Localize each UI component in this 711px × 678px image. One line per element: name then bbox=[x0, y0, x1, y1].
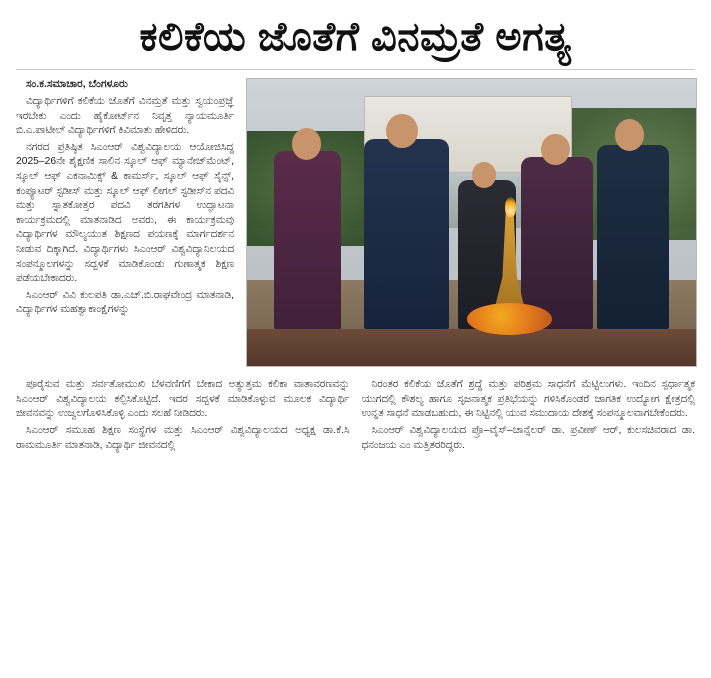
photo-person bbox=[274, 151, 341, 329]
page-title: ಕಲಿಕೆಯ ಜೊತೆಗೆ ವಿನಮ್ರತೆ ಅಗತ್ಯ bbox=[139, 15, 572, 59]
photo-person bbox=[521, 157, 593, 329]
flame-icon bbox=[505, 197, 516, 217]
paragraph: ಸಿಎಂಆರ್ ವಿಶ್ವವಿದ್ಯಾಲಯದ ಪ್ರೊ–ವೈಸ್–ಚಾನ್ಸೆಲರ್ ಡಾ. ಪ್ರವೀಣ್ ಆರ್, ಕುಲಸಚಿವರಾದ ಡಾ. ಧನಂಜಯ ಎಂ ಮತ್ತಿತರರಿದ್ದರು. bbox=[361, 425, 695, 451]
article-column-3 bbox=[362, 378, 696, 678]
article-bottom-zone bbox=[16, 378, 695, 678]
article-top-zone bbox=[16, 78, 695, 368]
photo-person-head bbox=[292, 128, 321, 160]
paragraph: ಪೂರೈಸುವ ಮತ್ತು ಸರ್ವತೋಮುಖಿ ಬೆಳವಣಿಗೆಗೆ ಬೇಕಾದ ಅತ್ಯುತ್ತಮ ಕಲಿಕಾ ವಾತಾವರಣವನ್ನು ಸಿಎಂಆರ್ ವಿಶ್ವವಿದ್ಯಾಲಯ ಕಲ್ಪಿಸಿಕೊಟ್ಟಿದೆ. ಇದರ ಸದ್ಬಳಕೆ ಮಾಡಿಕೊಳ್ಳುವ ಮೂಲಕ ವಿದ್ಯಾರ್ಥಿ ಜೀವನವನ್ನು ಉಜ್ವಲಗೊಳಿಸಿಕೊಳ್ಳಿ ಎಂದು ಸಲಹೆ ನೀಡಿದರು. bbox=[16, 379, 350, 420]
photo-person-head bbox=[386, 114, 417, 148]
photo-person bbox=[597, 145, 669, 329]
paragraph: ನಗರದ ಪ್ರತಿಷ್ಠಿತ ಸಿಎಂಆರ್ ವಿಶ್ವವಿದ್ಯಾಲಯ ಆಯೋಜಿಸಿದ್ದ 2025–26ನೇ ಶೈಕ್ಷಣಿಕ ಸಾಲಿನ ಸ್ಕೂಲ್ ಆಫ್ ಮ್ಯಾನೇಜ್‌ಮೆಂಟ್, ಸ್ಕೂಲ್ ಆಫ್ ಎಕನಾಮಿಕ್ಸ್ & ಕಾಮರ್ಸ್, ಸ್ಕೂಲ್ ಆಫ್ ಸೈನ್ಸ್, ಕಂಪ್ಯೂಟರ್ ಸ್ಟಡೀಸ್ ಮತ್ತು ಸ್ಕೂಲ್ ಆಫ್ ಲೀಗಲ್ ಸ್ಟಡೀಸ್‌ನ ಪದವಿ ಮತ್ತು ಸ್ನಾತಕೋತ್ತರ ಪದವಿ ತರಗತಿಗಳ ಉದ್ಘಾಟನಾ ಕಾರ್ಯಕ್ರಮದಲ್ಲಿ ಮಾತನಾಡಿದ ಅವರು, ಈ ಕಾರ್ಯಕ್ರಮವು ವಿದ್ಯಾರ್ಥಿಗಳ ಮೌಲ್ಯಯುತ ಶಿಕ್ಷಣದ ಪಯಣಕ್ಕೆ ಮಾರ್ಗದರ್ಶನ ನೀಡುವ ದಿಕ್ಕಾಗಿದೆ. ವಿದ್ಯಾರ್ಥಿಗಳು ಸಿಎಂಆರ್ ವಿಶ್ವವಿದ್ಯಾನಿಲಯದ ಸಂಪನ್ಮೂಲಗಳನ್ನು ಸದ್ಬಳಕೆ ಮಾಡಿಕೊಂಡು ಗುಣಾತ್ಮಕ ಶಿಕ್ಷಣ ಪಡೆಯಬೇಕಾದರು. bbox=[16, 141, 234, 285]
article-column-1 bbox=[16, 78, 234, 368]
article-column-2 bbox=[16, 378, 350, 678]
paragraph: ನಿರಂತರ ಕಲಿಕೆಯ ಜೊತೆಗೆ ಶ್ರದ್ಧೆ ಮತ್ತು ಪರಿಶ್ರಮ ಸಾಧನೆಗೆ ಮೆಟ್ಟಿಲುಗಳು. ಇಂದಿನ ಸ್ಪರ್ಧಾತ್ಮಕ ಯುಗದಲ್ಲಿ ಕೌಶಲ್ಯ ಹಾಗೂ ಸೃಜನಾತ್ಮಕ ಪ್ರತಿಭೆಯನ್ನು ಗಳಿಸಿಕೊಂಡರೆ ಜಾಗತಿಕ ಉದ್ಯೋಗ ಕ್ಷೇತ್ರದಲ್ಲಿ ಉನ್ನತ ಸಾಧನೆ ಮಾಡಬಹುದು, ಈ ನಿಟ್ಟಿನಲ್ಲಿ ಯುವ ಸಮುದಾಯ ದೇಶಕ್ಕೆ ಸಂಪನ್ಮೂಲವಾಗಬೇಕೆಂದರು. bbox=[361, 379, 695, 420]
flower-garland bbox=[467, 303, 552, 335]
article-photo-container bbox=[246, 78, 695, 368]
paragraph: ಸಿಎಂಆರ್ ವಿವಿ ಕುಲಪತಿ ಡಾ.ಎಚ್.ಬಿ.ರಾಘವೇಂದ್ರ ಮಾತನಾಡಿ, ವಿದ್ಯಾರ್ಥಿಗಳ ಮಹತ್ವಾಕಾಂಕ್ಷೆಗಳನ್ನು bbox=[16, 289, 234, 316]
lamp-lighting-ceremony-photo bbox=[246, 78, 697, 367]
photo-person bbox=[364, 139, 449, 328]
byline: ಸಂ.ಕ.ಸಮಾಚಾರ, ಬೆಂಗಳೂರು bbox=[26, 79, 128, 91]
paragraph: ಸಿಎಂಆರ್ ಸಮೂಹ ಶಿಕ್ಷಣ ಸಂಸ್ಥೆಗಳ ಮತ್ತು ಸಿಎಂಆರ್ ವಿಶ್ವವಿದ್ಯಾಲಯದ ಅಧ್ಯಕ್ಷ ಡಾ.ಕೆ.ಸಿ ರಾಮಮೂರ್ತಿ ಮಾತನಾಡಿ, ವಿದ್ಯಾರ್ಥಿ ಜೀವನದಲ್ಲಿ bbox=[16, 425, 350, 451]
photo-carpet bbox=[247, 329, 696, 366]
paragraph: ವಿದ್ಯಾರ್ಥಿಗಳಿಗೆ ಕಲಿಕೆಯ ಜೊತೆಗೆ ವಿನಮ್ರತೆ ಮತ್ತು ಸ್ವಯಂಪ್ರಜ್ಞೆ ಇರಬೇಕು ಎಂದು ಹೈಕೋರ್ಟ್‌ನ ನಿವೃತ್ತ ನ್ಯಾಯಮೂರ್ತಿ ಬಿ.ಎ.ಪಾಟೀಲ್ ವಿದ್ಯಾರ್ಥಿಗಳಿಗೆ ಕಿವಿಮಾತು ಹೇಳಿದರು. bbox=[16, 95, 234, 137]
headline-divider bbox=[16, 69, 695, 70]
